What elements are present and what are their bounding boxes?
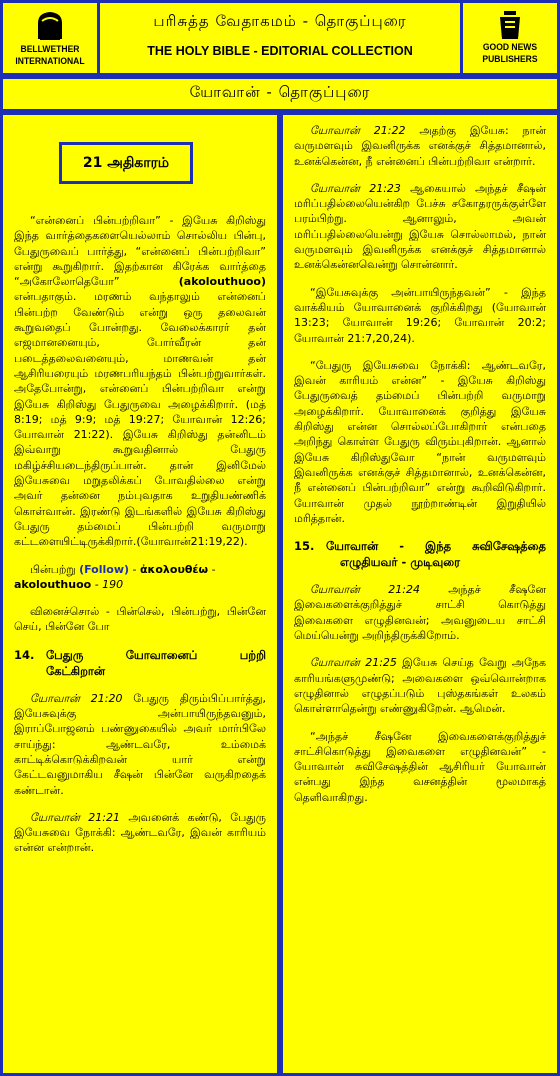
- follow-term: (Follow): [79, 562, 130, 576]
- goodnews-logo: [463, 3, 557, 73]
- left-column: [3, 115, 277, 1073]
- title-english: THE HOLY BIBLE - EDITORIAL COLLECTION: [147, 44, 413, 58]
- left-logo-line1: BELLWETHER: [20, 44, 80, 54]
- commentary-peter: “பேதுரு இயேசுவை நோக்கி: ஆண்டவரே, இவன் காரியம் என்ன” - இயேசு கிறிஸ்து பேதுருவைத் தம்மைப் பின்பற்றி வருமாறு அழைக்கிறார். யோவானைக் குறித்து இயேசு கிறிஸ்து என்ன சொல்லப்போகிறார் என்பதை அறிந்து கொள்ள பேதுரு விரும்புகிறான். ஆனால் இயேசு கிறிஸ்துவோ “நான் வருமளவும் இவனிருக்க எனக்குச் சித்தமானால், உனக்கென்ன, நீ என்னைப் பின்பற்றிவா” என்று கூறிவிடுகிறார். யோவான் முதல் நூற்றாண்டின் இறுதியில் மரித்தான்.: [294, 358, 546, 525]
- left-logo-line2: INTERNATIONAL: [15, 56, 85, 66]
- right-logo-line2: PUBLISHERS: [482, 54, 538, 64]
- closing-commentary: “அந்தச் சீஷனே இவைகளைக்குறித்துச் சாட்சிகொடுத்து இவைகளை எழுதினவன்” - யோவான் சுவிசேஷத்தின் ஆசிரியர் யோவான் என்பது இந்த வசனத்தின் மூலமாகத் தெளிவாகிறது.: [294, 729, 546, 804]
- header-title-box: [100, 3, 460, 73]
- chapter-heading: 21 அதிகாரம்: [59, 142, 193, 184]
- goodnews-book-icon: [490, 9, 530, 41]
- verse-21-22: யோவான் 21:22 அதற்கு இயேசு: நான் வருமளவும் இவனிருக்க எனக்குச் சித்தமானால், உனக்கென்ன, நீ என்னைப் பின்பற்றிவா என்றார்.: [294, 124, 546, 168]
- bellwether-ram-icon: [30, 9, 70, 43]
- intro-paragraph: “என்னைப் பின்பற்றிவா” - இயேசு கிறிஸ்து இந்த வார்த்தைகளையெல்லாம் சொல்லிய பின்பு, பேதுருவைப் பார்த்து, “என்னைப் பின்பற்றிவா” என்று கூறுகிறார். இதற்கான கிரேக்க வார்த்தை “அகோலோதெயோ” (akolouthuoo) என்பதாகும். மரணம் வந்தாலும் என்னைப் பின்பற்ற வேண்டும் என்று ஒரு தலைவன் கூறுவதைப் போன்றது. வேலைக்காரர் தன் எஜமானனையும், போர்வீரன் தன் படைத்தலைவனையும், மாணவன் தன் ஆசிரியரையும் மரணபரியந்தம் பின்பற்றுவார்கள். அதேபோன்று, என்னைப் பின்பற்றிவா என்று இயேசு கிறிஸ்து பேதுருவை அழைக்கிறார். (மத் 8:19; மத் 9:9; மத் 19:27; யோவான் 12:26; யோவான் 21:22). இயேசு கிறிஸ்து தன்னிடம் இவ்வாறு கூறுவதினால் பேதுரு மகிழ்ச்சியடைந்திருப்பான். தான் இனிமேல் இயேசுவை மறுதலிக்கப் போவதில்லை என்று அவர் தன்னை நம்புவதாக உறுதியண்ணிக் கொள்வான். இரண்டு இடங்களில் இயேசு கிறிஸ்து பேதுரு தம்மைப் பின்பற்றி வருமாறு கட்டளையிட்டிருக்கிறார்.(யோவான்21:19,22).: [14, 214, 266, 549]
- greek-transliteration: (akolouthuoo): [178, 275, 266, 289]
- subtitle-bar: யோவான் - தொகுப்புரை: [3, 79, 557, 109]
- verse-21-21: யோவான் 21:21 அவனைக் கண்டு, பேதுரு இயேசுவை நோக்கி: ஆண்டவரே, இவன் காரியம் என்ன என்றான்.: [14, 810, 266, 855]
- right-column: [283, 115, 557, 1073]
- right-logo-line1: GOOD NEWS: [482, 42, 538, 52]
- verse-21-23: யோவான் 21:23 ஆகையால் அந்தச் சீஷன் மரிப்பதில்லையென்கிற பேச்சு சகோதரருக்குள்ளே பரம்பிற்று. ஆனாலும், அவன் மரிப்பதில்லையென்று இயேசு சொல்லாமல், நான் வருமளவும் இவனிருக்க எனக்குச் சித்தமானால் உனக்கென்னவென்று சொன்னார்.: [294, 181, 546, 272]
- title-tamil: பரிசுத்த வேதாகமம் - தொகுப்புரை: [153, 12, 407, 30]
- verb-definition: வினைச்சொல் - பின்செல், பின்பற்று, பின்னே செய், பின்னே போ: [14, 605, 266, 634]
- section-heading-14: 14. பேதுரு யோவானைப் பற்றி கேட்கிறான்: [14, 647, 266, 678]
- commentary-disciple: “இயேசுவுக்கு அன்பாயிருந்தவன்” - இந்த வாக்கியம் யோவானைக் குறிக்கிறது (யோவான் 13:23; யோவான் 19:26; யோவான் 20:2; யோவான் 21:7,20,24).: [294, 285, 546, 345]
- verse-21-25: யோவான் 21:25 இயேசு செய்த வேறு அநேக காரியங்களுமுண்டு; அவைகளை ஒவ்வொன்றாக எழுதினால் எழுதப்படும் புஸ்தகங்கள் உலகம் கொள்ளாதென்று எண்ணுகிறேன். ஆமென்.: [294, 656, 546, 716]
- verse-21-20: யோவான் 21:20 பேதுரு திரும்பிப்பார்த்து, இயேசுவுக்கு அன்பாயிருந்தவனும், இராப்போஜனம் பண்ணுகையில் அவர் மார்பிலே சாய்ந்து: ஆண்டவரே, உம்மைக் காட்டிக்கொடுக்கிறவன் யார் என்று கேட்டவனுமாகிய சீஷன் பின்னே வருகிறதைக் கண்டான்.: [14, 691, 266, 797]
- bellwether-logo: [3, 3, 97, 73]
- section-heading-15: 15. யோவான் - இந்த சுவிசேஷத்தை எழுதியவர் - முடிவுரை: [294, 539, 546, 570]
- greek-word: ἀκολουθέω: [140, 562, 209, 576]
- word-study-line: பின்பற்று (Follow) - ἀκολουθέω - akolouthuoo - 190: [14, 562, 216, 591]
- verse-21-24: யோவான் 21:24 அந்தச் சீஷனே இவைகளைக்குறித்துச் சாட்சி கொடுத்து இவைகளை எழுதினவன்; அவனுடைய சாட்சி மெய்யென்று அறிந்திருக்கிறோம்.: [294, 583, 546, 643]
- translit-word: akolouthuoo: [14, 577, 92, 591]
